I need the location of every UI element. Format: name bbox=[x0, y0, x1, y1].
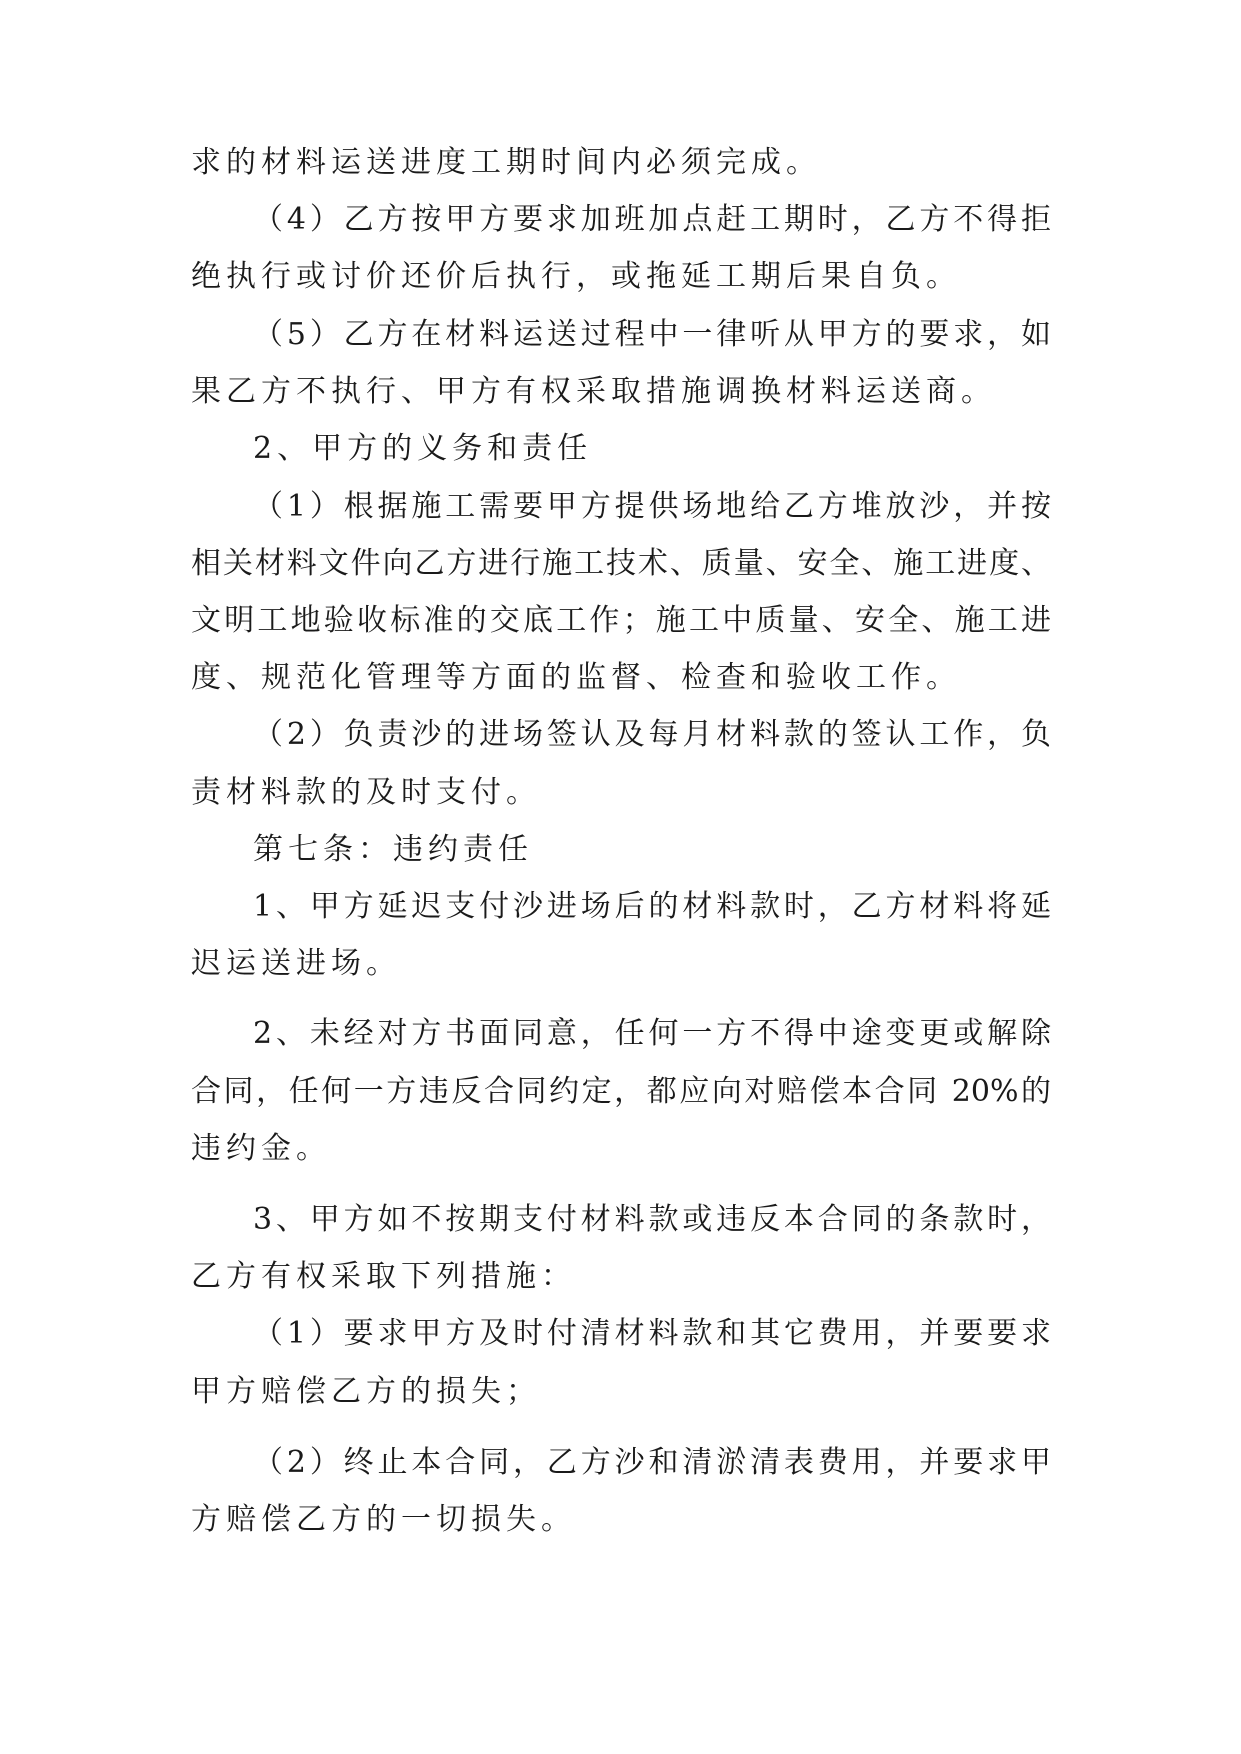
paragraph-line: 3、甲方如不按期支付材料款或违反本合同的条款时， bbox=[253, 1202, 1051, 1237]
section-heading: 2、甲方的义务和责任 bbox=[253, 431, 593, 466]
paragraph-line: 方赔偿乙方的一切损失。 bbox=[191, 1502, 576, 1537]
paragraph-line: 甲方赔偿乙方的损失； bbox=[191, 1374, 541, 1409]
paragraph-line: 乙方有权采取下列措施： bbox=[191, 1259, 576, 1294]
paragraph-line: 果乙方不执行、甲方有权采取措施调换材料运送商。 bbox=[191, 374, 996, 409]
paragraph-line: 迟运送进场。 bbox=[191, 946, 401, 981]
paragraph-line: 求的材料运送进度工期时间内必须完成。 bbox=[191, 145, 821, 180]
article-heading: 第七条：违约责任 bbox=[253, 832, 533, 867]
paragraph-line: 1、甲方延迟支付沙进场后的材料款时，乙方材料将延 bbox=[253, 889, 1051, 924]
paragraph-line: 合同，任何一方违反合同约定，都应向对赔偿本合同 20%的 bbox=[191, 1074, 1051, 1109]
paragraph-line: 绝执行或讨价还价后执行，或拖延工期后果自负。 bbox=[191, 259, 961, 294]
paragraph-line: 责材料款的及时支付。 bbox=[191, 775, 541, 810]
paragraph-line: （1）要求甲方及时付清材料款和其它费用，并要要求 bbox=[253, 1316, 1051, 1351]
paragraph-line: 2、未经对方书面同意，任何一方不得中途变更或解除 bbox=[253, 1016, 1051, 1051]
paragraph-line: （2）负责沙的进场签认及每月材料款的签认工作，负 bbox=[253, 717, 1051, 752]
paragraph-line: （1）根据施工需要甲方提供场地给乙方堆放沙，并按 bbox=[253, 489, 1051, 524]
paragraph-line: 文明工地验收标准的交底工作；施工中质量、安全、施工进 bbox=[191, 603, 1051, 638]
paragraph-line: （2）终止本合同，乙方沙和清淤清表费用，并要求甲 bbox=[253, 1445, 1051, 1480]
paragraph-line: 相关材料文件向乙方进行施工技术、质量、安全、施工进度、 bbox=[191, 546, 1051, 581]
paragraph-line: 度、规范化管理等方面的监督、检查和验收工作。 bbox=[191, 660, 961, 695]
paragraph-line: 违约金。 bbox=[191, 1131, 331, 1166]
paragraph-line: （5）乙方在材料运送过程中一律听从甲方的要求，如 bbox=[253, 317, 1051, 352]
paragraph-line: （4）乙方按甲方要求加班加点赶工期时，乙方不得拒 bbox=[253, 202, 1051, 237]
